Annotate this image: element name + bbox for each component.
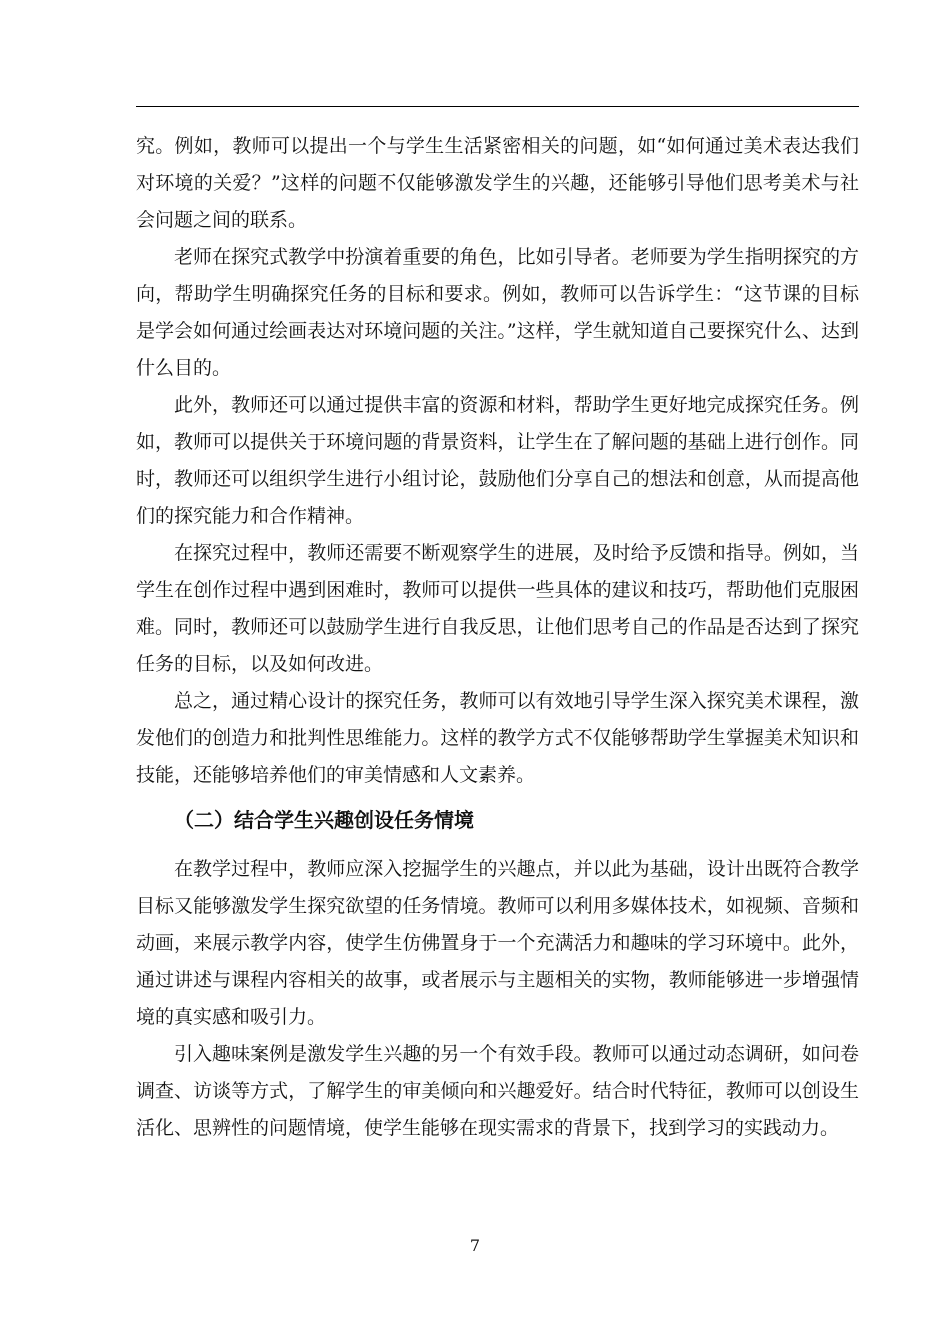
paragraph: 此外，教师还可以通过提供丰富的资源和材料，帮助学生更好地完成探究任务。例如，教师可以提供关于环境问题的背景资料，让学生在了解问题的基础上进行创作。同时，教师还可以组织学生进行小组讨论，鼓励他们分享自己的想法和创意，从而提高他们的探究能力和合作精神。 [136,394,859,527]
paragraph: 在探究过程中，教师还需要不断观察学生的进展，及时给予反馈和指导。例如，当学生在创作过程中遇到困难时，教师可以提供一些具体的建议和技巧，帮助他们克服困难。同时，教师还可以鼓励学生进行自我反思，让他们思考自己的作品是否达到了探究任务的目标，以及如何改进。 [136,542,859,675]
page-number: 7 [469,1236,481,1255]
paragraph-continued: 究。例如，教师可以提出一个与学生生活紧密相关的问题，如“如何通过美术表达我们对环境的关爱？”这样的问题不仅能够激发学生的兴趣，还能够引导他们思考美术与社会问题之间的联系。 [136,135,859,231]
header-rule [136,106,859,107]
paragraph: 在教学过程中，教师应深入挖掘学生的兴趣点，并以此为基础，设计出既符合教学目标又能够激发学生探究欲望的任务情境。教师可以利用多媒体技术，如视频、音频和动画，来展示教学内容，使学生仿佛置身于一个充满活力和趣味的学习环境中。此外，通过讲述与课程内容相关的故事，或者展示与主题相关的实物，教师能够进一步增强情境的真实感和吸引力。 [136,858,859,1028]
paragraph: 老师在探究式教学中扮演着重要的角色，比如引导者。老师要为学生指明探究的方向，帮助学生明确探究任务的目标和要求。例如，教师可以告诉学生：“这节课的目标是学会如何通过绘画表达对环境问题的关注。”这样，学生就知道自己要探究什么、达到什么目的。 [136,246,859,379]
page-body [136,128,859,1147]
paragraph: 总之，通过精心设计的探究任务，教师可以有效地引导学生深入探究美术课程，激发他们的创造力和批判性思维能力。这样的教学方式不仅能够帮助学生掌握美术知识和技能，还能够培养他们的审美情感和人文素养。 [136,690,859,786]
section-heading: （二）结合学生兴趣创设任务情境 [174,808,474,832]
paragraph: 引入趣味案例是激发学生兴趣的另一个有效手段。教师可以通过动态调研，如问卷调查、访谈等方式，了解学生的审美倾向和兴趣爱好。结合时代特征，教师可以创设生活化、思辨性的问题情境，使学生能够在现实需求的背景下，找到学习的实践动力。 [136,1043,859,1139]
